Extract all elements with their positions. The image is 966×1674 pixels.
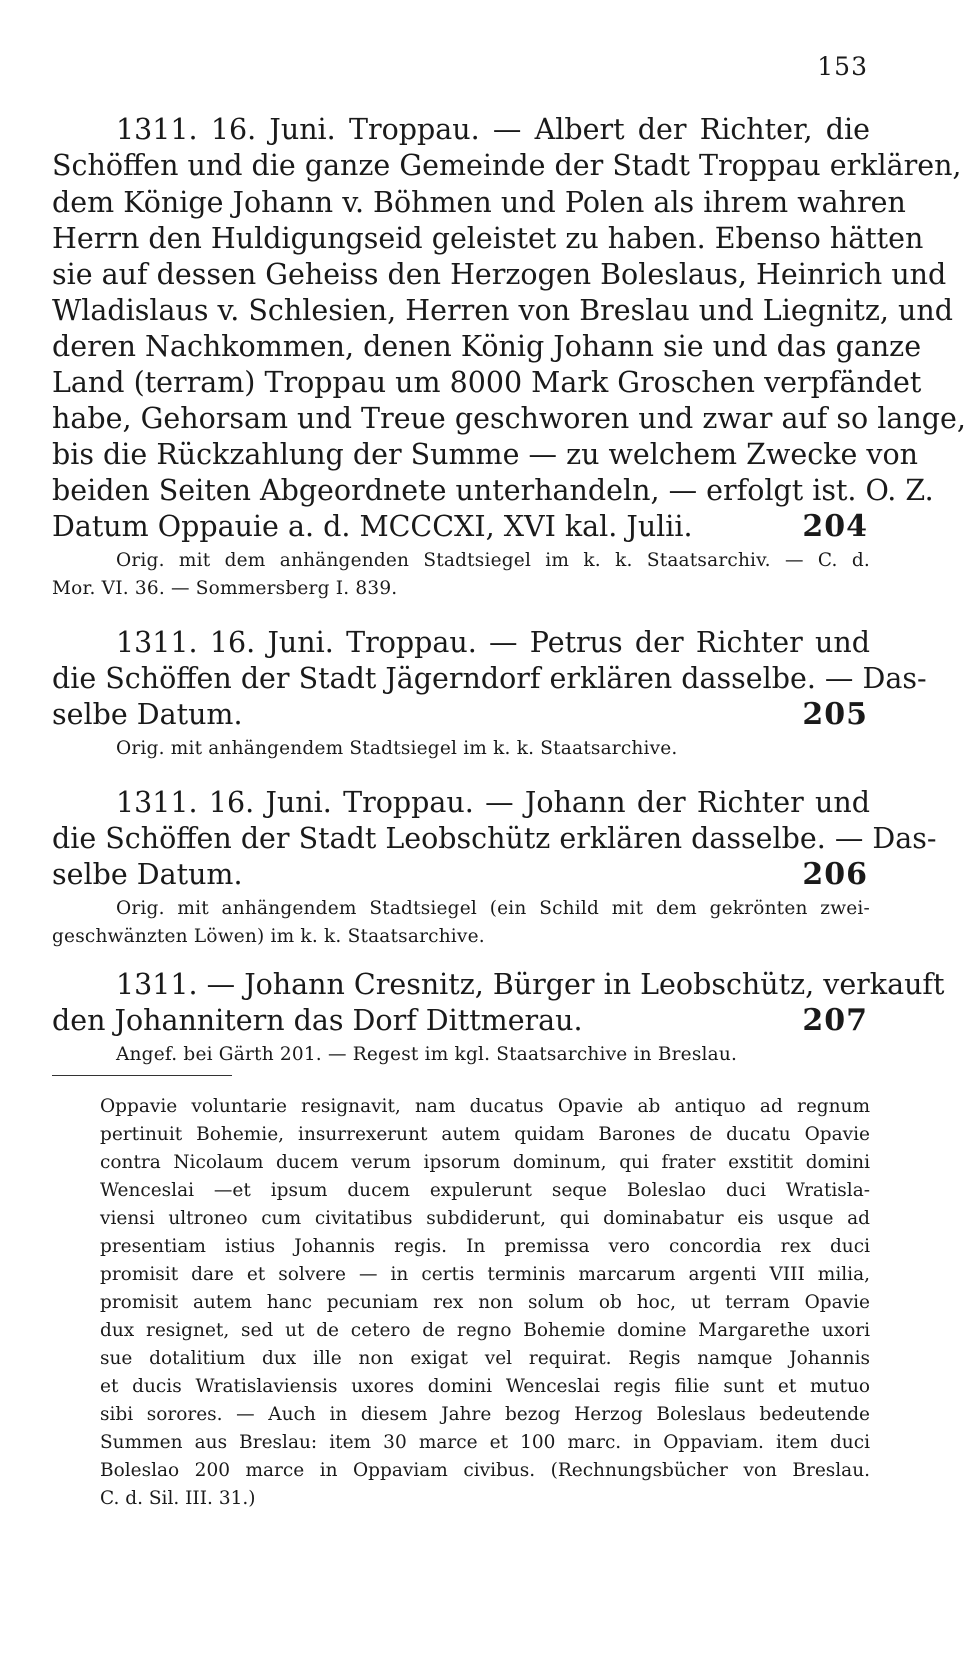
entry-line: beiden Seiten Abgeordnete unterhandeln, — erfolgt ist. O. Z. <box>52 474 934 507</box>
footnote-line: C. d. Sil. III. 31.) <box>100 1488 256 1509</box>
entry-line: 1311. 16. Juni. Troppau. — Johann der Richter und <box>116 786 870 819</box>
source-note: geschwänzten Löwen) im k. k. Staatsarchive. <box>52 926 485 947</box>
regest-number: 207 <box>802 1003 868 1038</box>
entry-line: sie auf dessen Geheiss den Herzogen Boleslaus, Heinrich und <box>52 258 947 291</box>
footnote-line: viensi ultroneo cum civitatibus subdiderunt, qui dominabatur eis usque ad <box>100 1208 870 1229</box>
source-note: Mor. VI. 36. — Sommersberg I. 839. <box>52 578 398 599</box>
entry-line: 1311. 16. Juni. Troppau. — Petrus der Richter und <box>116 626 870 659</box>
regest-number: 205 <box>802 697 868 732</box>
entry-line: Herrn den Huldigungseid geleistet zu haben. Ebenso hätten <box>52 222 924 255</box>
source-note: Orig. mit anhängendem Stadtsiegel (ein Schild mit dem gekrönten zwei- <box>116 898 870 919</box>
footnote-line: Summen aus Breslau: item 30 marce et 100 marc. in Oppaviam. item duci <box>100 1432 870 1453</box>
footnote-line: sibi sorores. — Auch in diesem Jahre bezog Herzog Boleslaus bedeutende <box>100 1404 870 1425</box>
entry-line: Schöffen und die ganze Gemeinde der Stadt Troppau erklären, <box>52 149 962 182</box>
entry-line: selbe Datum. <box>52 698 243 731</box>
source-note: Angef. bei Gärth 201. — Regest im kgl. Staatsarchive in Breslau. <box>116 1044 738 1065</box>
entry-line: die Schöffen der Stadt Leobschütz erklären dasselbe. — Das- <box>52 822 937 855</box>
footnote-line: Oppavie voluntarie resignavit, nam ducatus Opavie ab antiquo ad regnum <box>100 1096 870 1117</box>
footnote-line: et ducis Wratislaviensis uxores domini Wenceslai regis filie sunt et mutuo <box>100 1376 870 1397</box>
entry-line: habe, Gehorsam und Treue geschworen und zwar auf so lange, <box>52 402 966 435</box>
footnote-divider <box>52 1075 232 1076</box>
page-number: 153 <box>817 52 868 81</box>
source-note: Orig. mit anhängendem Stadtsiegel im k. k. Staatsarchive. <box>116 738 678 759</box>
footnote-line: sue dotalitium dux ille non exigat vel requirat. Regis namque Johannis <box>100 1348 870 1369</box>
footnote-line: promisit dare et solvere — in certis terminis marcarum argenti VIII milia, <box>100 1264 870 1285</box>
entry-line: dem Könige Johann v. Böhmen und Polen als ihrem wahren <box>52 186 906 219</box>
entry-line: 1311. — Johann Cresnitz, Bürger in Leobschütz, verkauft <box>116 968 945 1001</box>
regest-number: 204 <box>802 509 868 544</box>
footnote-line: pertinuit Bohemie, insurrexerunt autem quidam Barones de ducatu Opavie <box>100 1124 870 1145</box>
footnote-line: Wenceslai —et ipsum ducem expulerunt seque Boleslao duci Wratisla- <box>100 1180 870 1201</box>
entry-line: 1311. 16. Juni. Troppau. — Albert der Richter, die <box>116 113 870 146</box>
entry-line: selbe Datum. <box>52 858 243 891</box>
entry-line: den Johannitern das Dorf Dittmerau. <box>52 1004 583 1037</box>
footnote-line: presentiam istius Johannis regis. In premissa vero concordia rex duci <box>100 1236 870 1257</box>
source-note: Orig. mit dem anhängenden Stadtsiegel im k. k. Staatsarchiv. — C. d. <box>116 550 870 571</box>
regest-number: 206 <box>802 857 868 892</box>
entry-line: Datum Oppauie a. d. MCCCXI, XVI kal. Julii. <box>52 510 693 543</box>
entry-line: Land (terram) Troppau um 8000 Mark Groschen verpfändet <box>52 366 922 399</box>
footnote-line: promisit autem hanc pecuniam rex non solum ob hoc, ut terram Opavie <box>100 1292 870 1313</box>
footnote-line: Boleslao 200 marce in Oppaviam civibus. (Rechnungsbücher von Breslau. <box>100 1460 870 1481</box>
footnote-line: contra Nicolaum ducem verum ipsorum dominum, qui frater exstitit domini <box>100 1152 870 1173</box>
entry-line: Wladislaus v. Schlesien, Herren von Breslau und Liegnitz, und <box>52 294 953 327</box>
entry-line: deren Nachkommen, denen König Johann sie und das ganze <box>52 330 922 363</box>
footnote-line: dux resignet, sed ut de cetero de regno Bohemie domine Margarethe uxori <box>100 1320 870 1341</box>
entry-line: bis die Rückzahlung der Summe — zu welchem Zwecke von <box>52 438 918 471</box>
entry-line: die Schöffen der Stadt Jägerndorf erklären dasselbe. — Das- <box>52 662 927 695</box>
